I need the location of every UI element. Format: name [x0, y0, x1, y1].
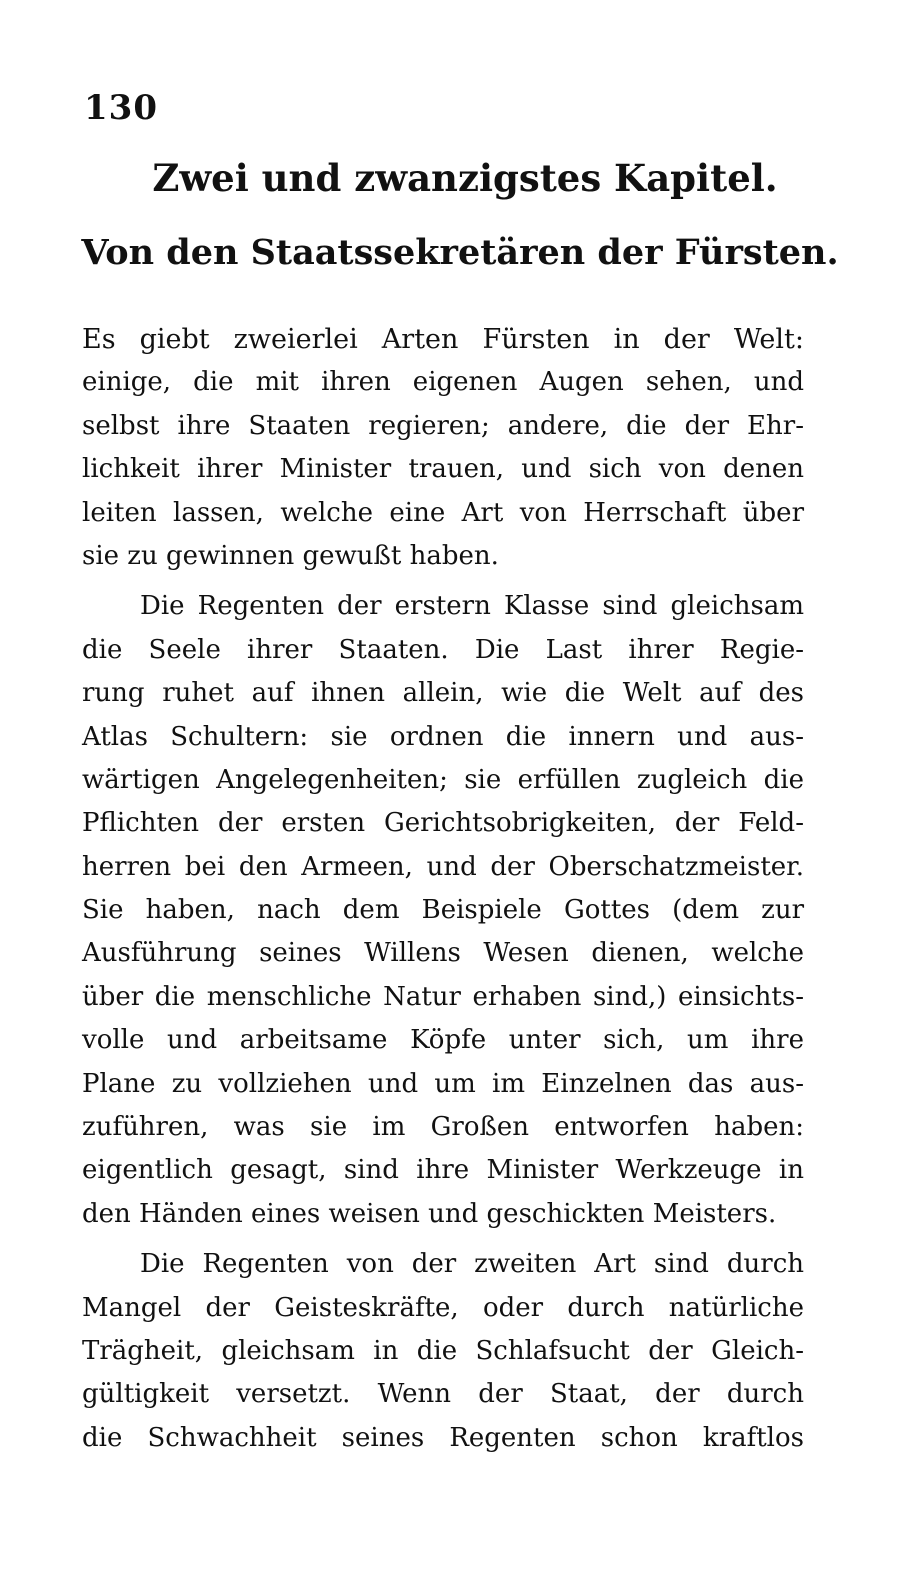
text-line: volle und arbeitsame Köpfe unter sich, um ihre	[82, 1025, 804, 1056]
text-line: lichkeit ihrer Minister trauen, und sich von denen	[82, 454, 804, 485]
text-line: einige, die mit ihren eigenen Augen sehen, und	[82, 367, 804, 398]
text-line: Pflichten der ersten Gerichtsobrigkeiten, der Feld-	[82, 808, 804, 839]
text-line: Die Regenten der erstern Klasse sind gleichsam	[140, 591, 804, 622]
text-line: Trägheit, gleichsam in die Schlafsucht der Gleich-	[82, 1335, 804, 1366]
text-line: Die Regenten von der zweiten Art sind durch	[140, 1249, 804, 1280]
text-line: den Händen eines weisen und geschickten Meisters.	[82, 1198, 777, 1229]
text-line: Mangel der Geisteskräfte, oder durch natürliche	[82, 1292, 804, 1323]
text-line: Ausführung seines Willens Wesen dienen, welche	[82, 938, 804, 969]
text-line: selbst ihre Staaten regieren; andere, die der Ehr-	[82, 410, 804, 441]
text-line: die Seele ihrer Staaten. Die Last ihrer Regie-	[82, 634, 804, 665]
text-line: herren bei den Armeen, und der Oberschatzmeister.	[82, 851, 804, 882]
text-line: rung ruhet auf ihnen allein, wie die Welt auf des	[82, 678, 804, 709]
text-line: eigentlich gesagt, sind ihre Minister Werkzeuge in	[82, 1155, 804, 1186]
text-line: sie zu gewinnen gewußt haben.	[82, 540, 499, 571]
paragraph-2	[82, 585, 804, 1236]
body-text	[82, 318, 804, 1467]
page-number: 130	[84, 88, 158, 128]
paragraph-3	[82, 1243, 804, 1460]
text-line: Es giebt zweierlei Arten Fürsten in der Welt:	[82, 324, 804, 355]
text-line: Sie haben, nach dem Beispiele Gottes (dem zur	[82, 895, 804, 926]
text-line: Plane zu vollziehen und um im Einzelnen das aus-	[82, 1068, 804, 1099]
text-line: leiten lassen, welche eine Art von Herrschaft über	[82, 497, 804, 528]
section-title: Von den Staatssekretären der Fürsten.	[81, 232, 839, 273]
text-line: wärtigen Angelegenheiten; sie erfüllen zugleich die	[82, 764, 804, 795]
text-line: die Schwachheit seines Regenten schon kraftlos	[82, 1422, 804, 1453]
paragraph-1	[82, 318, 804, 578]
text-line: Atlas Schultern: sie ordnen die innern und aus-	[82, 721, 804, 752]
text-line: über die menschliche Natur erhaben sind,) einsichts-	[82, 981, 804, 1012]
text-line: zuführen, was sie im Großen entworfen haben:	[82, 1112, 804, 1143]
text-line: gültigkeit versetzt. Wenn der Staat, der durch	[82, 1379, 804, 1410]
chapter-title: Zwei und zwanzigstes Kapitel.	[152, 156, 778, 200]
